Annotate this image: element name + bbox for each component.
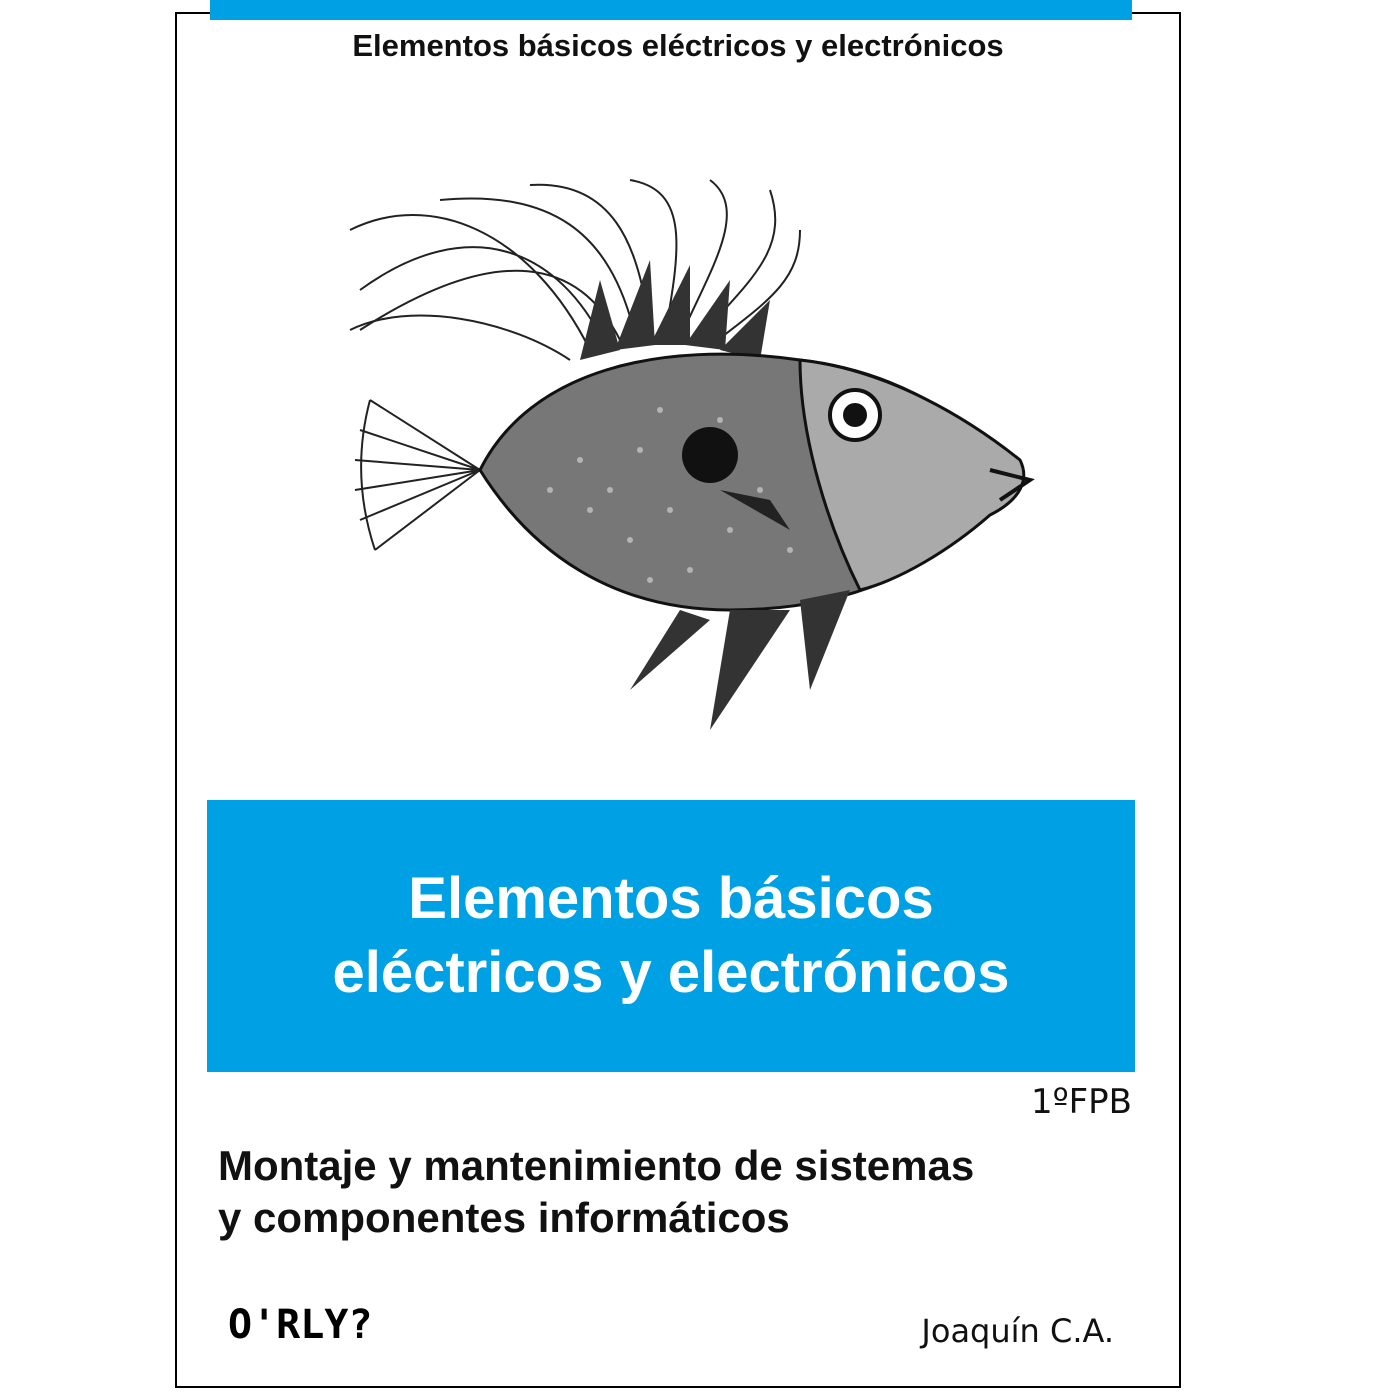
top-accent-bar <box>210 0 1132 20</box>
lower-fins <box>630 590 850 730</box>
title-band <box>207 800 1135 1072</box>
top-subtitle: Elementos básicos eléctricos y electrónicos <box>352 28 1004 63</box>
subtitle-line-1: Montaje y mantenimiento de sistemas <box>218 1142 975 1189</box>
edition-label: 1ºFPB <box>1030 1082 1132 1122</box>
tail-fin <box>355 400 480 550</box>
author-name: Joaquín C.A. <box>921 1312 1114 1350</box>
title-line-1: Elementos básicos <box>408 866 934 931</box>
subtitle-line-2: y componentes informáticos <box>218 1194 790 1241</box>
publisher-logo: O'RLY? <box>228 1302 373 1348</box>
subtitle <box>218 1140 1118 1244</box>
body-spot <box>682 427 738 483</box>
dorsal-filaments <box>350 180 800 360</box>
fish-illustration <box>330 170 1050 750</box>
title-line-2: eléctricos y electrónicos <box>332 940 1010 1005</box>
